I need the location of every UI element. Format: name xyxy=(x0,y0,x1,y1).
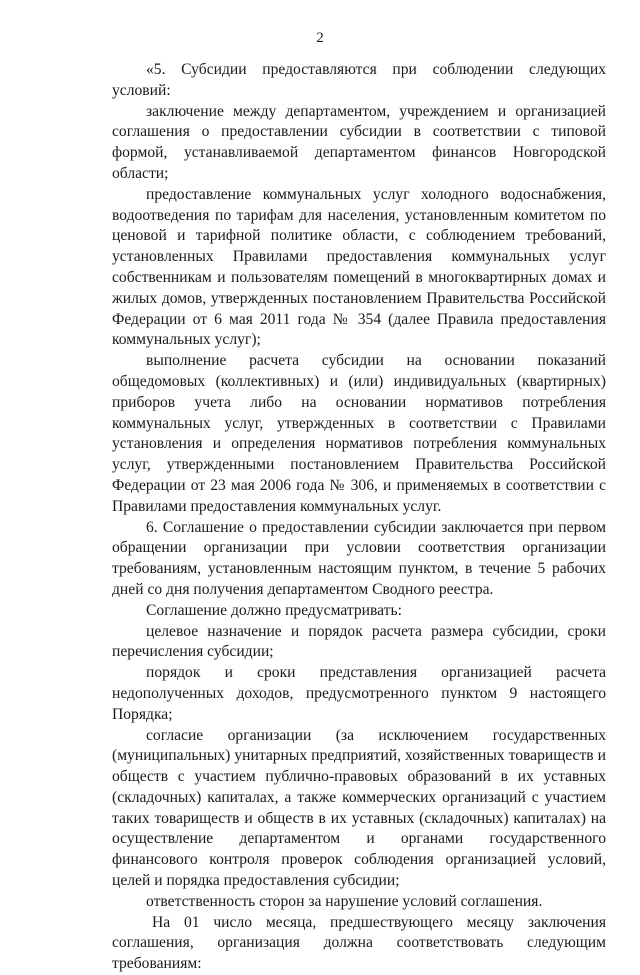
paragraph-requirements-intro: На 01 число месяца, предшествующего месяцу заключения соглашения, организация должна соответствовать следующим требованиям: xyxy=(112,913,606,973)
paragraph-liability: ответственность сторон за нарушение условий соглашения. xyxy=(146,892,543,910)
paragraph-purpose-and-terms: целевое назначение и порядок расчета размера субсидии, сроки перечисления субсидии; xyxy=(112,622,606,661)
paragraph-agreement-condition: заключение между департаментом, учреждением и организацией соглашения о предоставлении субсидии в соответствии с типовой формой, устанавливаемой департаментом финансов Новгородской области; xyxy=(112,102,606,182)
page-number: 2 xyxy=(316,30,324,46)
document-body xyxy=(112,60,606,975)
paragraph-reporting-procedure: порядок и сроки представления организацией расчета недополученных доходов, предусмотренного пунктом 9 настоящего Порядка; xyxy=(112,664,606,723)
paragraph-clause-6: 6. Соглашение о предоставлении субсидии заключается при первом обращении организации при условии соответствия организации требованиям, установленным настоящим пунктом, в течение 5 рабочих дней со дня получения департаментом Сводного реестра. xyxy=(112,518,606,598)
paragraph-subsidy-conditions-intro: «5. Субсидии предоставляются при соблюдении следующих условий: xyxy=(112,61,606,99)
paragraph-calculation-condition: выполнение расчета субсидии на основании показаний общедомовых (коллективных) и (или) индивидуальных (квартирных) приборов учета либо на основании нормативов потребления коммунальных услуг, утвержденных в соответствии с Правилами установления и определения нормативов потребления коммунальных услуг, утвержденными постановлением Правительства Российской Федерации от 23 мая 2006 года № 306, и применяемых в соответствии с Правилами предоставления коммунальных услуг. xyxy=(112,352,606,515)
paragraph-utility-services-condition: предоставление коммунальных услуг холодного водоснабжения, водоотведения по тарифам для населения, установленным комитетом по ценовой и тарифной политике области, с соблюдением требований, установленных Правилами предоставления коммунальных услуг собственникам и пользователям помещений в многоквартирных домах и жилых домов, утвержденных постановлением Правительства Российской Федерации от 6 мая 2011 года № 354 (далее Правила предоставления коммунальных услуг); xyxy=(112,185,606,349)
paragraph-agreement-must-provide: Соглашение должно предусматривать: xyxy=(146,601,402,619)
paragraph-consent-to-audits: согласие организации (за исключением государственных (муниципальных) унитарных предприятий, хозяйственных товариществ и обществ с участием публично-правовых образований в их уставных (складочных) капиталах, а также коммерческих организаций с участием таких товариществ и обществ в их уставных (складочных) капиталах) на осуществление департаментом и органами государственного финансового контроля проверок соблюдения организацией условий, целей и порядка предоставления субсидии; xyxy=(112,726,606,890)
